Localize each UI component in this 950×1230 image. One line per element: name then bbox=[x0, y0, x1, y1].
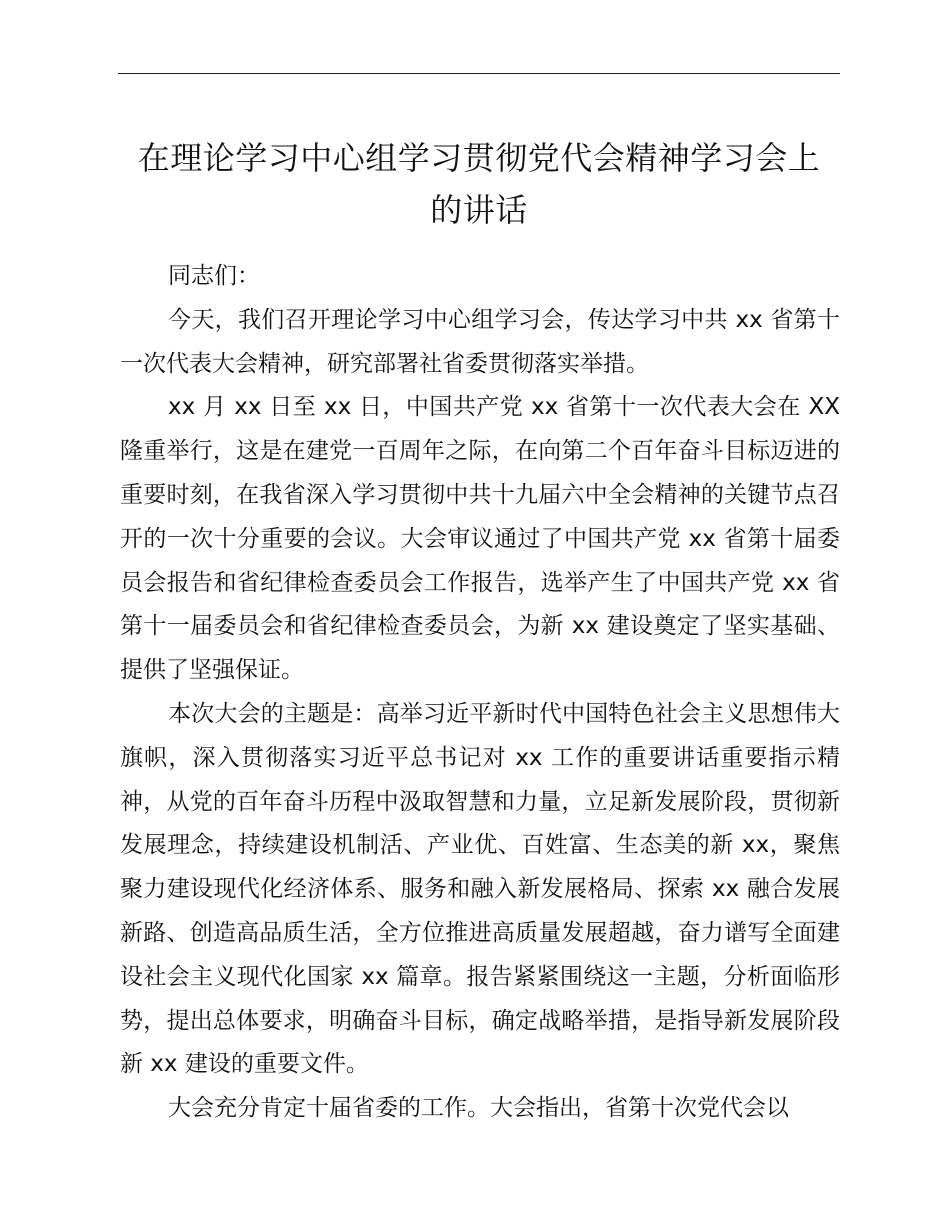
title-line-2: 的讲话 bbox=[430, 191, 528, 229]
document-title bbox=[110, 132, 848, 236]
title-line-1: 在理论学习中心组学习贯彻党代会精神学习会上 bbox=[137, 139, 821, 177]
paragraph-2: xx 月 xx 日至 xx 日，中国共产党 xx 省第十一次代表大会在 XX 隆重举行，这是在建党一百周年之际，在向第二个百年奋斗目标迈进的重要时刻，在我省深入学习贯彻中共十九届六中全会精神的关键节点召开的一次十分重要的会议。大会审议通过了中国共产党 xx 省第十届委员会报告和省纪律检查委员会工作报告，选举产生了中国共产党 xx 省第十一届委员会和省纪律检查委员会，为新 xx 建设奠定了坚实基础、提供了坚强保证。 bbox=[120, 394, 840, 684]
document-body bbox=[120, 255, 840, 1131]
paragraph-3: 本次大会的主题是：高举习近平新时代中国特色社会主义思想伟大旗帜，深入贯彻落实习近平总书记对 xx 工作的重要讲话重要指示精神，从党的百年奋斗历程中汲取智慧和力量，立足新发展阶段，贯彻新发展理念，持续建设机制活、产业优、百姓富、生态美的新 xx，聚焦聚力建设现代化经济体系、服务和融入新发展格局、探索 xx 融合发展新路、创造高品质生活，全方位推进高质量发展超越，奋力谱写全面建设社会主义现代化国家 xx 篇章。报告紧紧围绕这一主题，分析面临形势，提出总体要求，明确奋斗目标，确定战略举措，是指导新发展阶段新 xx 建设的重要文件。 bbox=[120, 700, 840, 1078]
paragraph-1: 今天，我们召开理论学习中心组学习会，传达学习中共 xx 省第十一次代表大会精神，研究部署社省委贯彻落实举措。 bbox=[120, 306, 840, 377]
header-rule bbox=[118, 73, 840, 74]
paragraph-4: 大会充分肯定十届省委的工作。大会指出，省第十次党代会以 bbox=[168, 1095, 789, 1122]
salutation: 同志们： bbox=[168, 263, 260, 289]
